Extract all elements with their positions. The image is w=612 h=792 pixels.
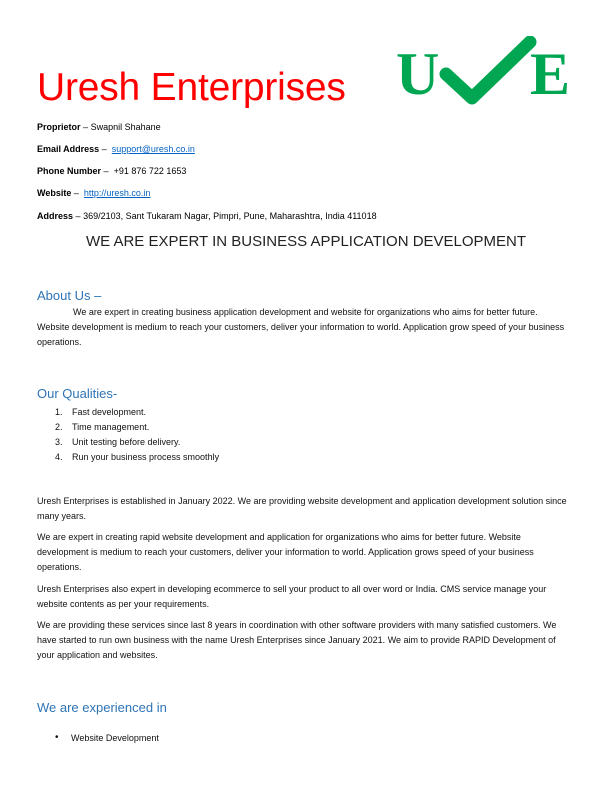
list-item: 4. Run your business process smoothly	[55, 452, 220, 462]
website-line	[37, 188, 150, 198]
qualities-list	[55, 405, 219, 465]
list-item: • Website Development	[55, 733, 159, 743]
separator: –	[101, 144, 107, 154]
email-line	[37, 144, 195, 154]
phone-label: Phone Number	[37, 166, 102, 176]
paragraph-services: We are providing these services since last 8 years in coordination with other software providers with many satisfied customers. We have started to run own business with the name Uresh Enterprises since January 2021. We aim to provide RAPID Development of your application and websites.	[37, 620, 557, 660]
checkmark-icon	[438, 36, 538, 106]
website-link[interactable]: http://uresh.co.in	[83, 188, 151, 198]
about-heading: About Us –	[37, 288, 102, 303]
experience-list	[55, 733, 159, 743]
address-value: 369/2103, Sant Tukaram Nagar, Pimpri, Pune, Maharashtra, India 411018	[83, 211, 377, 221]
qualities-heading: Our Qualities-	[37, 386, 118, 401]
proprietor-value: Swapnil Shahane	[90, 122, 161, 132]
paragraph-established: Uresh Enterprises is established in January 2022. We are providing website development and application development solution since many years.	[37, 496, 567, 521]
phone-value: +91 876 722 1653	[113, 166, 187, 176]
proprietor-line	[37, 122, 161, 132]
email-link[interactable]: support@uresh.co.in	[111, 144, 195, 154]
separator: –	[103, 166, 109, 176]
about-text: We are expert in creating business application development and website for organizations who aims for better future. Website development is medium to reach your customers, deliver your information to world. Application grow speed of your business operations.	[37, 307, 565, 347]
logo-letter-u: U	[396, 41, 440, 107]
company-title: Uresh Enterprises	[37, 66, 346, 109]
separator: –	[73, 188, 79, 198]
email-label: Email Address	[37, 144, 100, 154]
paragraph-expertise: We are expert in creating rapid website development and application for organizations who aims for better future. Website development is medium to reach your customers, deliver your information to world. Application grows speed of your business operations.	[37, 532, 534, 572]
paragraph-ecommerce: Uresh Enterprises also expert in developing ecommerce to sell your product to all over word or India. CMS service manage your website contents as per your requirements.	[37, 584, 547, 609]
website-label: Website	[37, 188, 72, 198]
list-item: 2. Time management.	[55, 422, 150, 432]
proprietor-label: Proprietor	[37, 122, 81, 132]
list-item: 1. Fast development.	[55, 407, 147, 417]
logo-letter-e: E	[530, 41, 571, 107]
separator: –	[83, 122, 89, 132]
address-label: Address	[37, 211, 74, 221]
main-heading: WE ARE EXPERT IN BUSINESS APPLICATION DEVELOPMENT	[85, 233, 527, 250]
phone-line	[37, 166, 186, 176]
company-logo	[394, 36, 571, 107]
separator: –	[75, 211, 81, 221]
list-item: 3. Unit testing before delivery.	[55, 437, 181, 447]
experience-heading: We are experienced in	[37, 700, 167, 715]
address-line	[37, 211, 377, 221]
